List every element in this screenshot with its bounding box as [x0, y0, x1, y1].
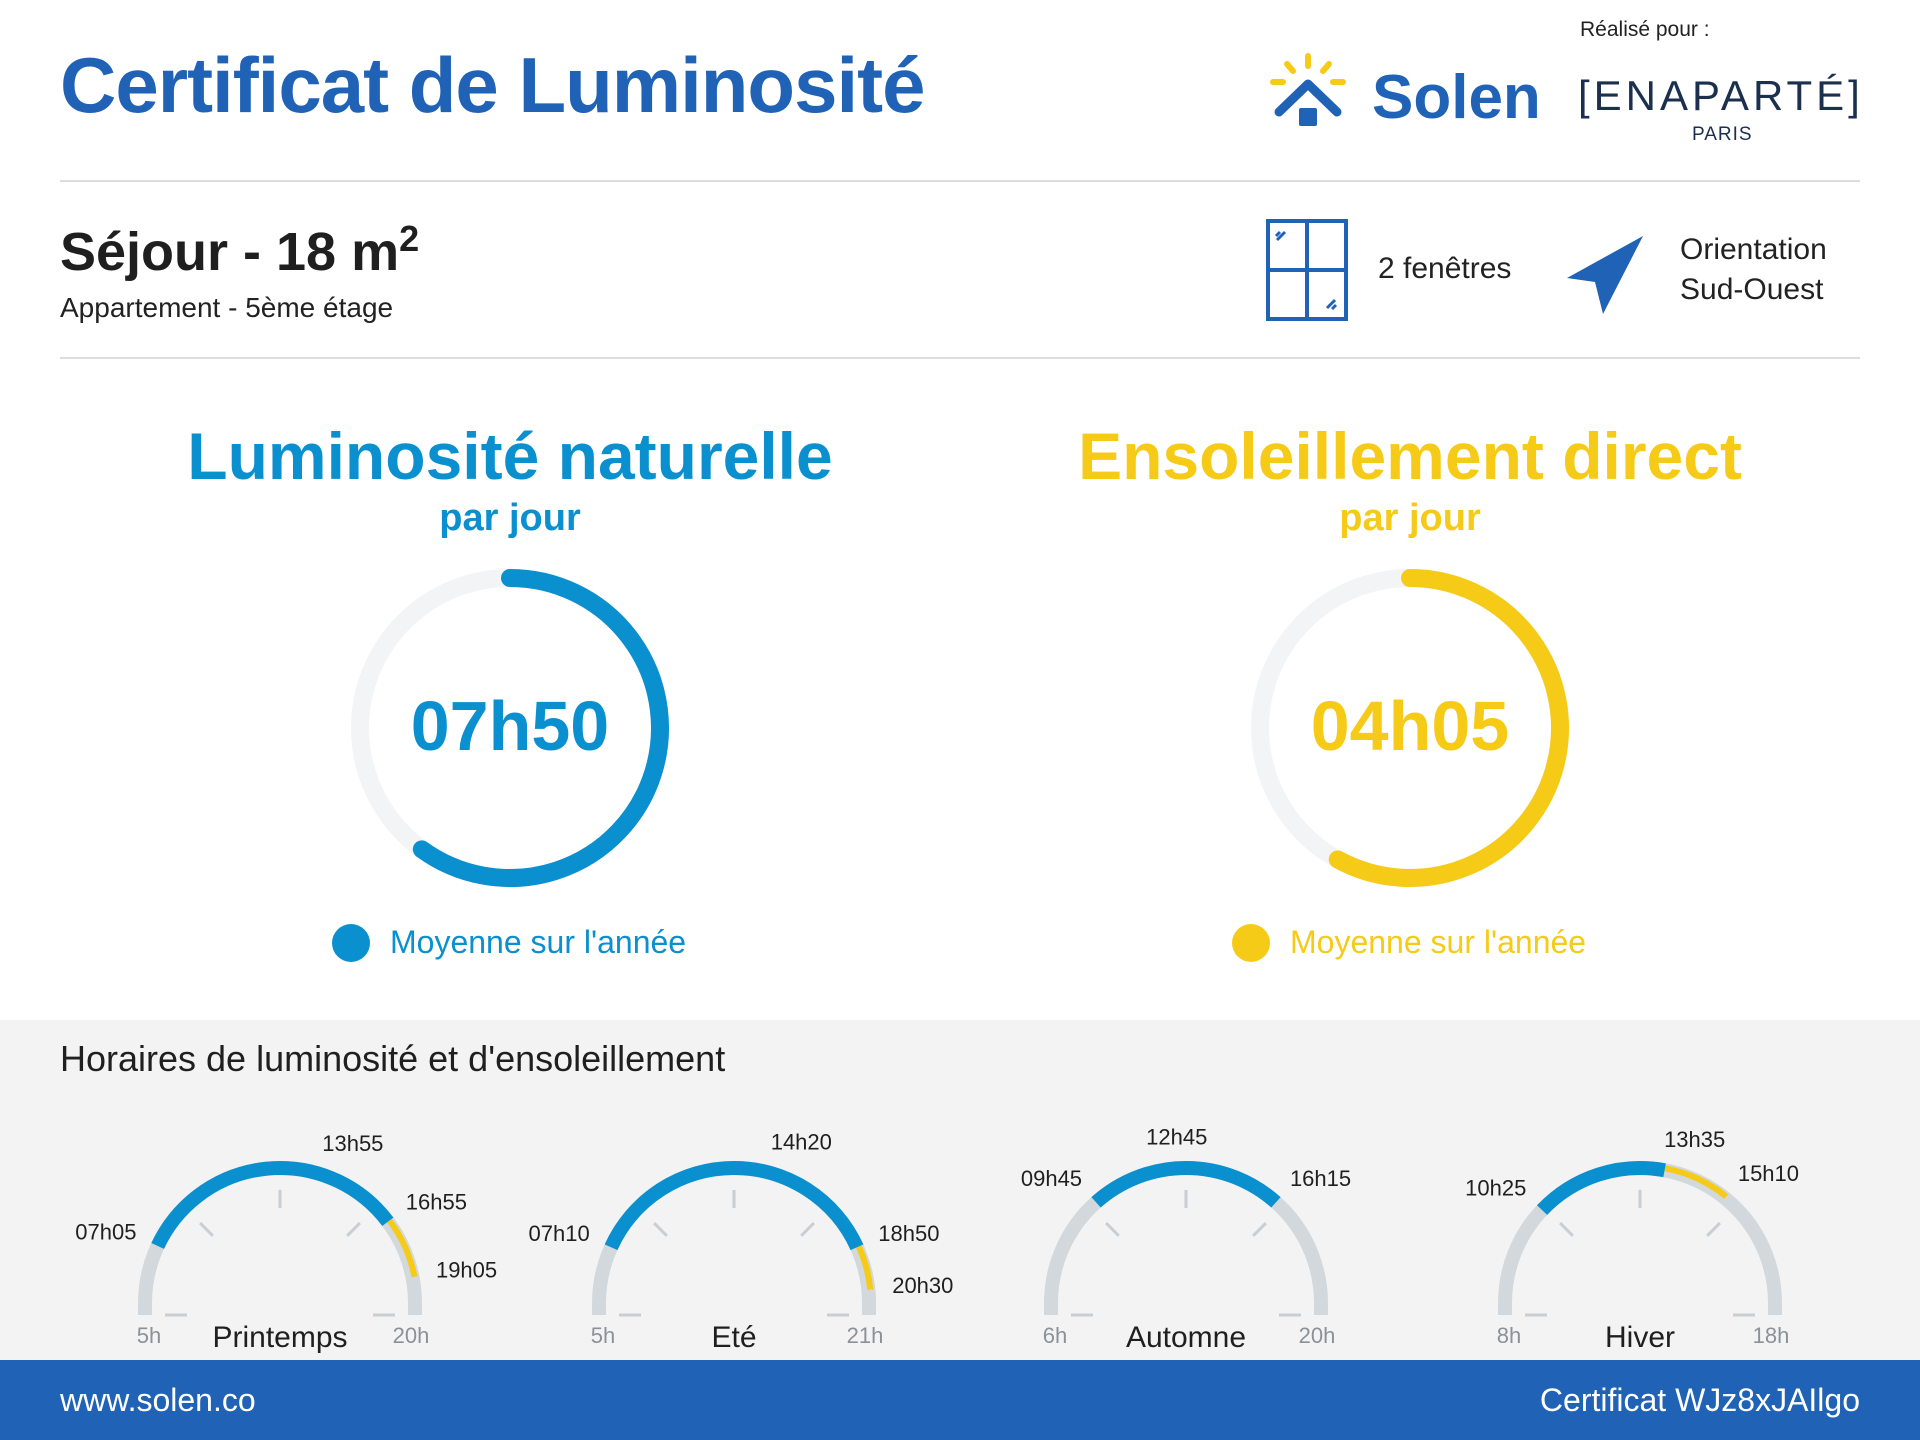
room-title — [60, 218, 419, 283]
gauge-min-label: 5h — [590, 1323, 616, 1348]
footer-url-link[interactable]: www.solen.co — [60, 1382, 256, 1418]
gauge-time-label: 07h05 — [75, 1219, 137, 1245]
legend-dot — [332, 924, 370, 962]
gauge-time-label: 16h55 — [405, 1189, 467, 1215]
gauge-time-label: 18h50 — [878, 1220, 940, 1246]
window-icon — [1265, 218, 1349, 322]
room-subtitle: Appartement - 5ème étage — [60, 292, 394, 323]
divider — [60, 180, 1860, 182]
navigation-arrow-icon — [1565, 232, 1645, 316]
ensoleillement-title: Ensoleillement direct — [1078, 419, 1742, 493]
luminosite-legend: Moyenne sur l'année — [390, 924, 687, 960]
gauge-season-name: Hiver — [1604, 1321, 1676, 1354]
gauge-tick — [347, 1223, 360, 1236]
gauge-time-label: 13h55 — [322, 1131, 384, 1157]
gauge-time-label: 10h25 — [1465, 1175, 1527, 1201]
gauge-time-label: 16h15 — [1289, 1165, 1352, 1191]
orientation-label: Orientation — [1680, 233, 1827, 266]
legend-dot — [1232, 924, 1270, 962]
divider — [60, 357, 1860, 359]
gauge-tick — [1106, 1223, 1119, 1236]
luminosite-title: Luminosité naturelle — [187, 419, 833, 493]
gauge-season-name: Automne — [1125, 1321, 1247, 1354]
gauge-min-label: 8h — [1496, 1323, 1522, 1348]
gauge-max-label: 18h — [1752, 1323, 1790, 1348]
solen-brand-name: Solen — [1372, 63, 1541, 132]
gauge-tick — [654, 1223, 667, 1236]
certificate-id: Certificat WJz8xJAIlgo — [1539, 1382, 1860, 1418]
sun-house-icon — [1273, 56, 1343, 126]
gauge-max-label: 21h — [846, 1323, 884, 1348]
windows-count: 2 fenêtres — [1378, 252, 1512, 285]
gauge-light-arc — [1542, 1168, 1665, 1210]
gauge-max-label: 20h — [392, 1323, 430, 1348]
gauge-time-label: 15h10 — [1737, 1160, 1800, 1186]
gauge-time-label: 14h20 — [770, 1129, 832, 1155]
gauge-ete — [528, 1118, 954, 1358]
gauge-hiver — [1440, 1118, 1840, 1358]
gauge-time-label: 12h45 — [1146, 1124, 1208, 1150]
gauge-max-label: 20h — [1298, 1323, 1336, 1348]
gauge-tick — [1560, 1223, 1573, 1236]
gauge-time-label: 07h10 — [528, 1220, 590, 1246]
gauge-printemps — [75, 1118, 498, 1358]
ensoleillement-legend: Moyenne sur l'année — [1290, 924, 1587, 960]
partner-city: PARIS — [1692, 124, 1753, 145]
ensoleillement-subtitle: par jour — [1339, 497, 1481, 539]
partner-brand-name: [ENAPARTÉ] — [1578, 72, 1864, 119]
schedule-title: Horaires de luminosité et d'ensoleillement — [60, 1038, 726, 1079]
gauge-min-label: 6h — [1042, 1323, 1068, 1348]
gauge-time-label: 19h05 — [435, 1257, 498, 1283]
gauge-sun-arc — [320, 1172, 414, 1277]
gauge-time-label: 09h45 — [1020, 1165, 1083, 1191]
gauge-tick — [1253, 1223, 1266, 1236]
gauge-time-label: 13h35 — [1664, 1126, 1726, 1152]
gauge-min-label: 5h — [136, 1323, 162, 1348]
realise-pour-label: Réalisé pour : — [1580, 18, 1710, 41]
page-title: Certificat de Luminosité — [60, 41, 925, 129]
gauge-tick — [1707, 1223, 1720, 1236]
gauge-time-label: 20h30 — [892, 1272, 954, 1298]
gauge-tick — [200, 1223, 213, 1236]
room-unit-superscript: 2 — [399, 218, 420, 259]
room-name: Séjour - 18 m — [60, 222, 400, 282]
gauge-season-name: Eté — [711, 1321, 757, 1354]
luminosite-value: 07h50 — [410, 687, 610, 765]
gauge-automne — [986, 1118, 1386, 1358]
luminosite-subtitle: par jour — [439, 497, 581, 539]
gauge-season-name: Printemps — [212, 1321, 348, 1354]
gauge-light-arc — [158, 1168, 388, 1246]
gauge-tick — [801, 1223, 814, 1236]
ensoleillement-value: 04h05 — [1310, 687, 1510, 765]
orientation-value: Sud-Ouest — [1680, 273, 1824, 306]
